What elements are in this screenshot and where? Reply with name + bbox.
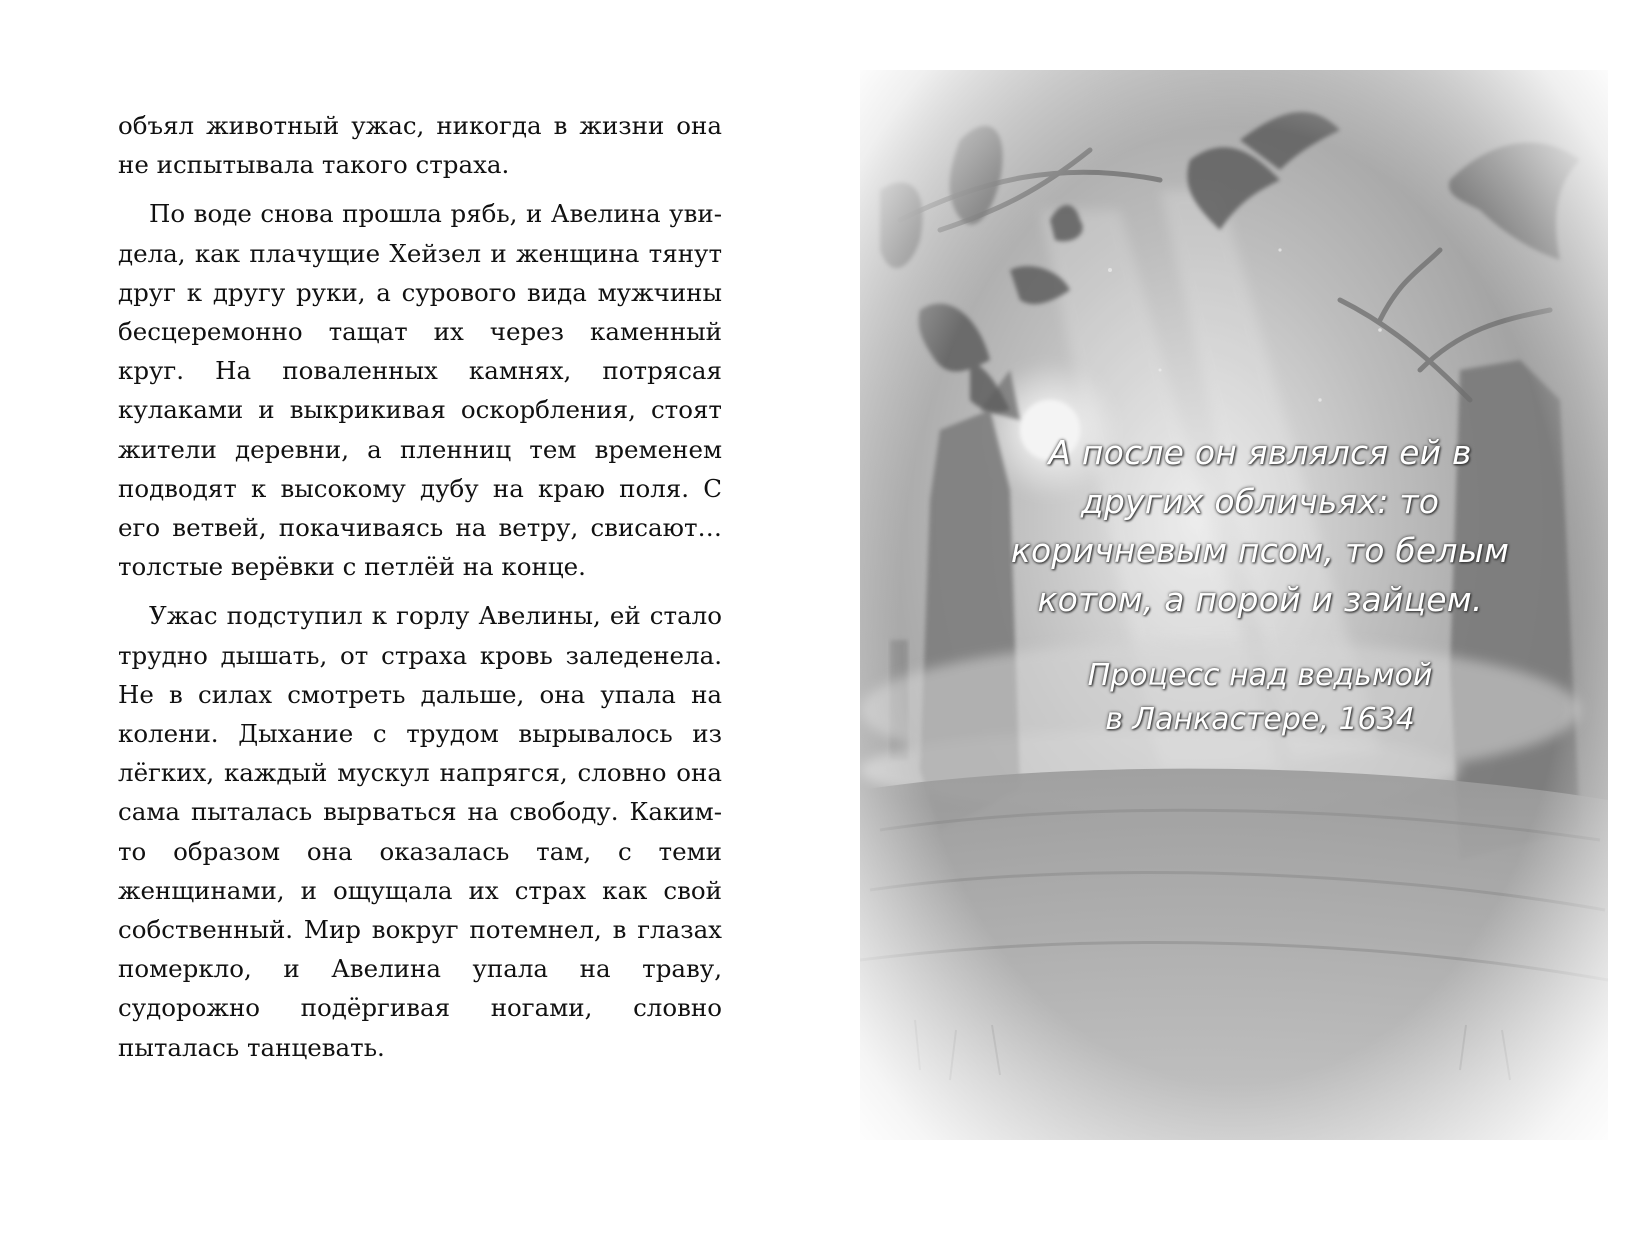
paragraph-1: объял животный ужас, никогда в жизни она не испытывала такого страха. (118, 111, 722, 180)
epigraph-quote: А после он являлся ей в других обличьях: то коричневым псом, то белым котом, а порой и зайцем. (1010, 433, 1510, 619)
paragraph-2: По воде снова прошла рябь, и Авелина увидела, как плачущие Хейзел и женщина тянут друг к другу руки, а сурового вида мужчины бесцеремонно тащат их через каменный круг. На поваленных камнях, потрясая кулаками и выкрикивая оскорбления, стоят жители деревни, а пленниц тем временем подводят к высокому дубу на краю поля. С его ветвей, покачиваясь на ветру, свисают… толстые верёвки с петлёй на конце. (118, 199, 722, 582)
epigraph-source-line-2: в Ланкастере, 1634 (1105, 702, 1415, 737)
crows-illustration (860, 70, 1608, 1140)
paragraph-3: Ужас подступил к горлу Авелины, ей стало трудно дышать, от страха кровь заледенела. Не в силах смотреть дальше, она упала на колени. Дыхание с трудом вырывалось из лёгких, каждый мускул напрягся, словно она сама пыталась вырваться на свободу. Каким-то образом она оказалась там, с теми женщинами, и ощущала их страх как свой собственный. Мир вокруг потемнел, в глазах померкло, и Авелина упала на траву, судорожно подёргивая ногами, словно пыталась танцевать. (118, 601, 722, 1062)
left-page-text (118, 106, 722, 1067)
epigraph (1010, 428, 1510, 742)
epigraph-source-line-1: Процесс над ведьмой (1087, 658, 1433, 693)
epigraph-source (1010, 654, 1510, 742)
